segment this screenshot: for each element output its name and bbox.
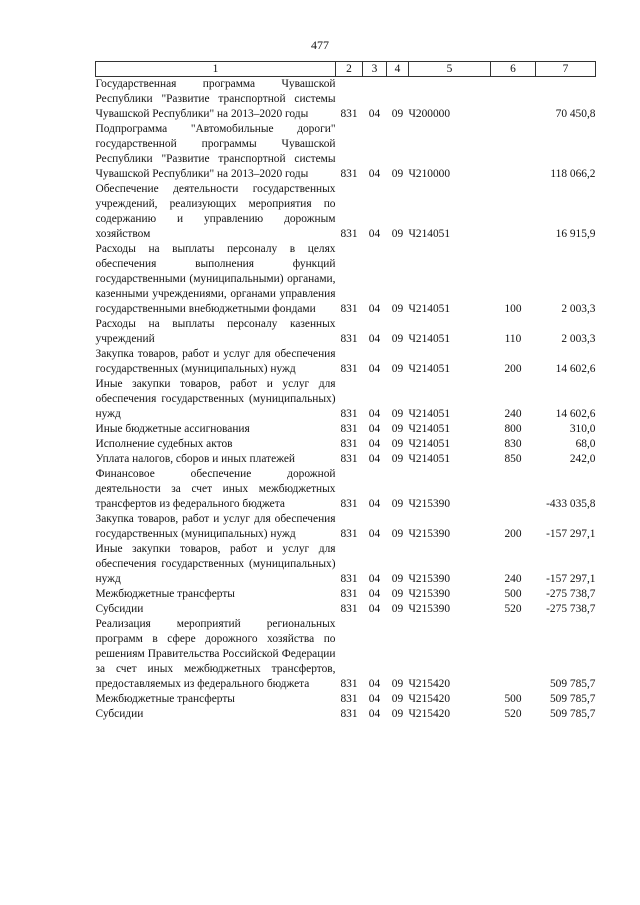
table-row (96, 602, 596, 617)
row-subsection: 09 (391, 333, 404, 345)
row-subsection: 09 (391, 678, 404, 690)
row-admin-code: 831 (340, 168, 358, 180)
row-expense-type: 110 (504, 333, 522, 345)
row-name: Закупка товаров, работ и услуг для обеспечения государственных (муниципальных) нужд (95, 348, 336, 375)
row-target-code: Ч215390 (408, 498, 451, 510)
row-admin-code: 831 (340, 423, 358, 435)
row-admin-code: 831 (340, 228, 358, 240)
row-section: 04 (368, 363, 381, 375)
row-expense-type: 200 (504, 363, 522, 375)
row-section: 04 (368, 303, 381, 315)
header-col-4: 4 (387, 62, 409, 77)
header-col-2: 2 (336, 62, 363, 77)
row-section: 04 (368, 528, 381, 540)
row-subsection: 09 (391, 408, 404, 420)
row-name: Государственная программа Чувашской Республики "Развитие транспортной системы Чувашской Республики" на 2013–2020 годы (95, 78, 336, 120)
row-subsection: 09 (391, 168, 404, 180)
row-amount: 14 602,6 (555, 408, 596, 420)
row-section: 04 (368, 453, 381, 465)
row-expense-type: 100 (504, 303, 522, 315)
row-section: 04 (368, 678, 381, 690)
header-col-7: 7 (536, 62, 596, 77)
row-admin-code: 831 (340, 678, 358, 690)
row-amount: 14 602,6 (555, 363, 596, 375)
row-target-code: Ч215420 (408, 678, 451, 690)
row-target-code: Ч214051 (408, 228, 451, 240)
row-name: Обеспечение деятельности государственных учреждений, реализующих мероприятия по содержанию и управлению дорожным хозяйством (95, 183, 336, 240)
row-expense-type (491, 122, 536, 182)
row-subsection: 09 (391, 603, 404, 615)
row-expense-type: 800 (504, 423, 522, 435)
row-target-code: Ч215390 (408, 588, 451, 600)
row-admin-code: 831 (340, 408, 358, 420)
row-name: Уплата налогов, сборов и иных платежей (95, 453, 295, 465)
row-subsection: 09 (391, 423, 404, 435)
table-row (96, 422, 596, 437)
page-number: 477 (311, 38, 329, 52)
row-admin-code: 831 (340, 108, 358, 120)
row-expense-type: 240 (504, 408, 522, 420)
row-target-code: Ч215390 (408, 603, 451, 615)
row-amount: -433 035,8 (546, 498, 596, 510)
table-row (96, 437, 596, 452)
header-col-5: 5 (409, 62, 491, 77)
row-subsection: 09 (391, 573, 404, 585)
table-row (96, 617, 596, 692)
row-expense-type: 520 (504, 603, 522, 615)
row-subsection: 09 (391, 498, 404, 510)
header-col-6: 6 (491, 62, 536, 77)
row-subsection: 09 (391, 588, 404, 600)
row-subsection: 09 (391, 708, 404, 720)
table-body (96, 77, 596, 723)
table-row (96, 182, 596, 242)
row-name: Иные закупки товаров, работ и услуг для обеспечения государственных (муниципальных) нужд (95, 543, 336, 585)
table-row (96, 122, 596, 182)
row-section: 04 (368, 573, 381, 585)
table-row (96, 242, 596, 317)
row-target-code: Ч214051 (408, 453, 451, 465)
row-target-code: Ч214051 (408, 363, 451, 375)
row-section: 04 (368, 603, 381, 615)
row-name: Межбюджетные трансферты (95, 693, 235, 705)
row-subsection: 09 (391, 363, 404, 375)
header-row (96, 62, 596, 77)
row-section: 04 (368, 423, 381, 435)
row-admin-code: 831 (340, 498, 358, 510)
row-target-code: Ч215390 (408, 528, 451, 540)
header-col-3: 3 (363, 62, 387, 77)
table-row (96, 347, 596, 377)
table-row (96, 317, 596, 347)
row-name: Межбюджетные трансферты (95, 588, 235, 600)
row-target-code: Ч200000 (408, 108, 451, 120)
header-col-1: 1 (96, 62, 336, 77)
table-row (96, 77, 596, 123)
row-section: 04 (368, 168, 381, 180)
row-admin-code: 831 (340, 603, 358, 615)
row-amount: 242,0 (569, 453, 596, 465)
row-subsection: 09 (391, 528, 404, 540)
table-row (96, 452, 596, 467)
row-admin-code: 831 (340, 438, 358, 450)
row-expense-type (491, 77, 536, 123)
row-section: 04 (368, 108, 381, 120)
row-target-code: Ч214051 (408, 408, 451, 420)
table-row (96, 542, 596, 587)
row-target-code: Ч215390 (408, 573, 451, 585)
row-section: 04 (368, 438, 381, 450)
table-row (96, 377, 596, 422)
row-amount: -157 297,1 (546, 573, 596, 585)
row-subsection: 09 (391, 303, 404, 315)
row-expense-type: 500 (504, 588, 522, 600)
row-name: Подпрограмма "Автомобильные дороги" государственной программы Чувашской Республики "Развитие транспортной системы Чувашской Республики" на 2013–2020 годы (95, 123, 336, 180)
row-admin-code: 831 (340, 453, 358, 465)
row-expense-type: 500 (504, 693, 522, 705)
row-amount: -275 738,7 (546, 588, 596, 600)
row-amount: 509 785,7 (549, 678, 596, 690)
row-target-code: Ч215420 (408, 693, 451, 705)
row-subsection: 09 (391, 693, 404, 705)
table-row (96, 467, 596, 512)
row-name: Иные закупки товаров, работ и услуг для обеспечения государственных (муниципальных) нужд (95, 378, 336, 420)
row-target-code: Ч214051 (408, 423, 451, 435)
row-amount: 118 066,2 (550, 168, 596, 180)
row-section: 04 (368, 333, 381, 345)
row-section: 04 (368, 708, 381, 720)
table-row (96, 587, 596, 602)
row-admin-code: 831 (340, 708, 358, 720)
row-name: Исполнение судебных актов (95, 438, 233, 450)
row-section: 04 (368, 588, 381, 600)
row-expense-type: 520 (504, 708, 522, 720)
row-expense-type (491, 467, 536, 512)
row-target-code: Ч214051 (408, 333, 451, 345)
row-subsection: 09 (391, 108, 404, 120)
table-row (96, 692, 596, 707)
table-row (96, 707, 596, 722)
row-amount: 68,0 (575, 438, 596, 450)
row-amount: 70 450,8 (555, 108, 596, 120)
row-amount: 310,0 (569, 423, 596, 435)
row-amount: -275 738,7 (546, 603, 596, 615)
row-amount: -157 297,1 (546, 528, 596, 540)
row-admin-code: 831 (340, 528, 358, 540)
row-expense-type (491, 617, 536, 692)
row-admin-code: 831 (340, 693, 358, 705)
row-target-code: Ч210000 (408, 168, 451, 180)
row-name: Субсидии (95, 708, 144, 720)
table-row (96, 512, 596, 542)
row-expense-type: 200 (504, 528, 522, 540)
row-amount: 16 915,9 (555, 228, 596, 240)
row-admin-code: 831 (340, 573, 358, 585)
row-amount: 2 003,3 (561, 303, 596, 315)
row-target-code: Ч215420 (408, 708, 451, 720)
row-section: 04 (368, 408, 381, 420)
row-target-code: Ч214051 (408, 438, 451, 450)
row-expense-type: 240 (504, 573, 522, 585)
row-section: 04 (368, 228, 381, 240)
row-name: Субсидии (95, 603, 144, 615)
row-expense-type (491, 182, 536, 242)
row-section: 04 (368, 693, 381, 705)
row-subsection: 09 (391, 453, 404, 465)
row-admin-code: 831 (340, 303, 358, 315)
row-amount: 2 003,3 (561, 333, 596, 345)
row-amount: 509 785,7 (549, 708, 596, 720)
row-section: 04 (368, 498, 381, 510)
row-admin-code: 831 (340, 333, 358, 345)
row-name: Финансовое обеспечение дорожной деятельности за счет иных межбюджетных трансфертов из федерального бюджета (95, 468, 336, 510)
row-name: Расходы на выплаты персоналу в целях обеспечения выполнения функций государственными (муниципальными) органами, казенными учреждениями, органами управления государственными внебюджетными фондами (95, 243, 336, 315)
row-amount: 509 785,7 (549, 693, 596, 705)
row-subsection: 09 (391, 438, 404, 450)
row-name: Реализация мероприятий региональных программ в сфере дорожного хозяйства по решениям Правительства Российской Федерации за счет иных межбюджетных трансфертов, предоставляемых из федерального бюджета (95, 618, 336, 690)
row-admin-code: 831 (340, 588, 358, 600)
row-target-code: Ч214051 (408, 303, 451, 315)
row-name: Расходы на выплаты персоналу казенных учреждений (95, 318, 336, 345)
row-name: Иные бюджетные ассигнования (95, 423, 250, 435)
row-name: Закупка товаров, работ и услуг для обеспечения государственных (муниципальных) нужд (95, 513, 336, 540)
row-subsection: 09 (391, 228, 404, 240)
row-expense-type: 830 (504, 438, 522, 450)
row-expense-type: 850 (504, 453, 522, 465)
budget-table (95, 61, 596, 722)
row-admin-code: 831 (340, 363, 358, 375)
